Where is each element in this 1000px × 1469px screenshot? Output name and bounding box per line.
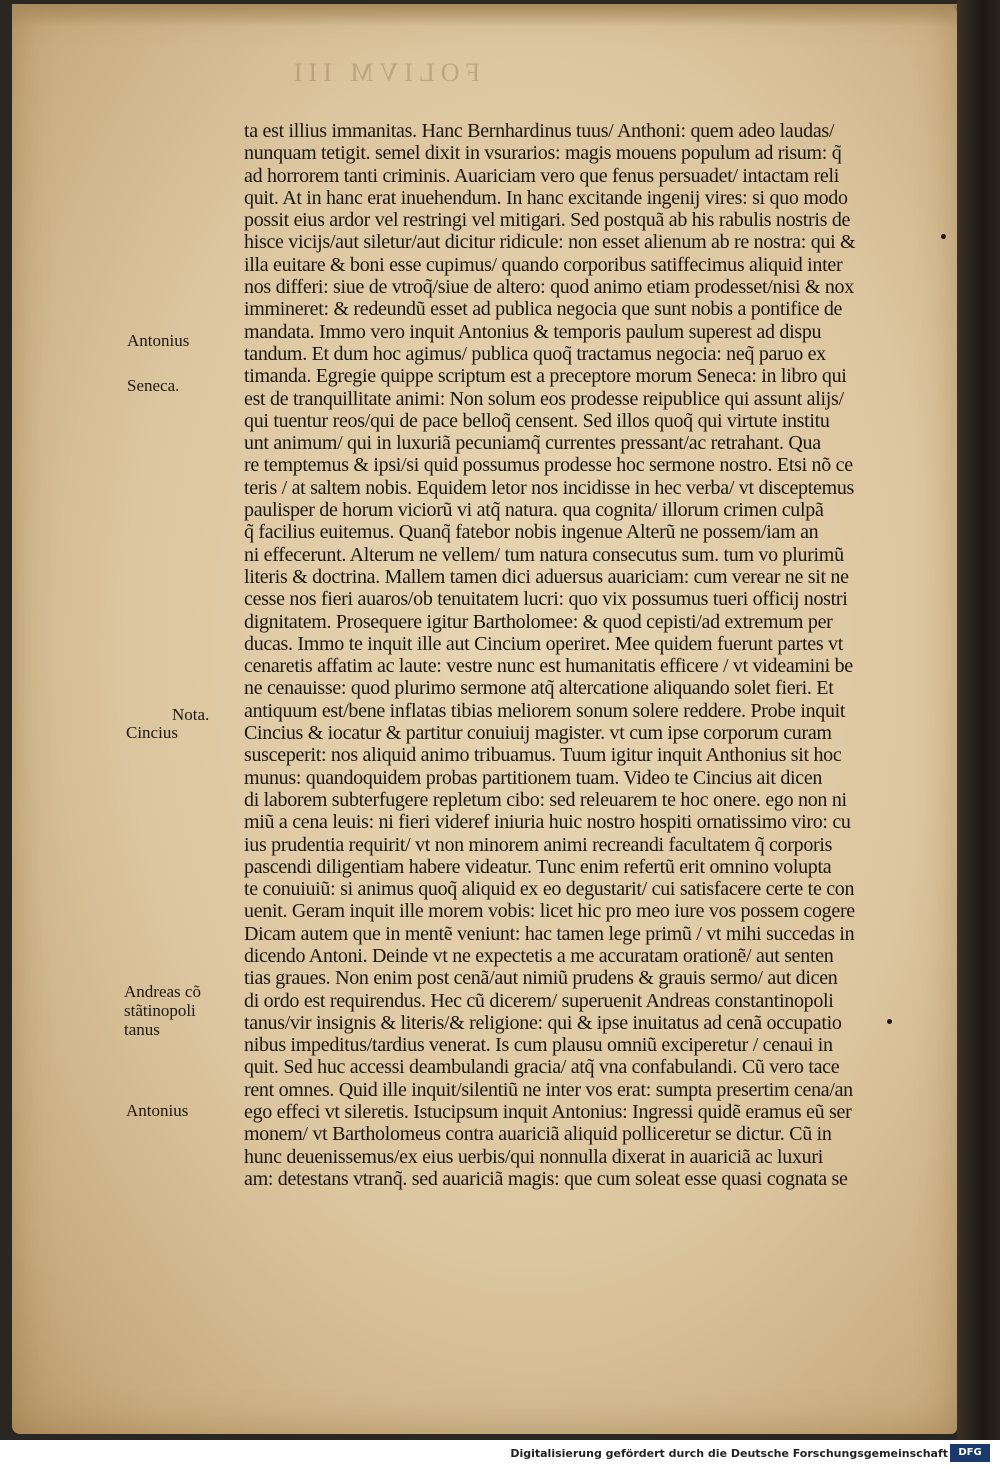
marginal-note-antonius: Antonius [127, 331, 190, 350]
text-line: rent omnes. Quid ille inquit/silentiũ ne inter vos erat: sumpta presertim cena/an [244, 1078, 853, 1101]
text-line: cenaretis affatim ac laute: vestre nunc est humanitatis efficere / vt videamini be [244, 655, 853, 678]
text-line: tias graues. Non enim post cenã/aut nimiũ prudens & grauis sermo/ aut dicen [244, 967, 838, 990]
text-line: illa euitare & boni esse cupimus/ quando corporibus satiffecimus aliquid inter [244, 253, 843, 276]
text-line: q̃ facilius euitemus. Quanq̃ fatebor nobis ingenue Alterũ ne possem/iam an [244, 521, 819, 544]
text-line: di ordo est requirendus. Hec cũ dicerem/ superuenit Andreas constantinopoli [244, 989, 834, 1012]
text-line: miũ a cena leuis: ni fieri videref iniuria huic nostro hospiti ornatissimo viro: cu [244, 811, 851, 834]
text-line: mandata. Immo vero inquit Antonius & temporis paulum superest ad dispu [244, 320, 822, 343]
binding-edge [957, 0, 1000, 1440]
text-line: teris / at saltem nobis. Equidem letor nos incidisse in hec verba/ vt disceptemus [244, 476, 855, 499]
dfg-logo-icon: DFG [950, 1444, 990, 1462]
text-line: di laborem subterfugere repletum cibo: sed releuarem te hoc onere. ego non ni [244, 788, 847, 811]
text-line: tandum. Et dum hoc agimus/ publica quoq̃ tractamus negocia: neq̃ paruo ex [244, 342, 826, 365]
text-line: am: detestans vtranq̃. sed auariciã magis: que cum soleat esse quasi cognata se [244, 1167, 848, 1190]
text-line: possit eius ardor vel restringi vel mitigari. Sed postquã ab his rabulis nostris de [244, 209, 851, 232]
text-line: qui tuentur reos/qui de pace belloq̃ censent. Sed illos quoq̃ qui virtute institu [244, 409, 830, 432]
text-line: ta est illius immanitas. Hanc Bernhardinus tuus/ Anthoni: quem adeo laudas/ [244, 120, 835, 142]
marginal-note-andreas: Andreas cõ [124, 982, 201, 1001]
text-line: quit. At in hanc erat inuehendum. In hanc excitande ingenij vires: si quo modo [244, 186, 848, 209]
footer-credit: Digitalisierung gefördert durch die Deutsche Forschungsgemeinschaft [510, 1447, 948, 1460]
text-line: Cincius & iocatur & partitur conuiuij magister. vt cum ipse corporum curam [244, 722, 832, 745]
text-line: nibus impeditus/tardius venerat. Is cum plausu omniũ exciperetur / cenaui in [244, 1034, 833, 1057]
text-line: pascendi diligentiam habere videatur. Tunc enim refertũ erit omnino volupta [244, 855, 832, 878]
text-line: munus: quandoquidem probas partitionem tuam. Video te Cincius ait dicen [244, 766, 823, 789]
marginal-note-seneca: Seneca. [127, 376, 180, 395]
leaf-top-edge [12, 4, 957, 26]
text-line: dignitatem. Prosequere igitur Bartholomee: & quod cepisti/ad extremum per [244, 610, 833, 633]
marginal-note-andreas-3: tanus [124, 1020, 160, 1039]
text-line: antiquum est/bene inflatas tibias meliorem sonum solere reddere. Probe inquit [244, 699, 846, 722]
text-line: dicendo Antoni. Deinde vt ne expectetis a me accuratam orationẽ/ aut senten [244, 944, 834, 967]
marginal-note-andreas-2: stãtinopoli [124, 1001, 196, 1020]
text-line: te conuiuiũ: si animus quoq̃ aliquid ex eo degustarit/ cui satisfacere certe te con [244, 878, 855, 901]
text-line: unt animum/ qui in luxuriã pecuniamq̃ currentes pressant/ac retrahant. Qua [244, 432, 821, 455]
text-line: cesse nos fieri auaros/ob tenuitatem lucri: quo vix possumus tueri officij nostri [244, 588, 848, 611]
text-line: ducas. Immo te inquit ille aut Cincium operiret. Mee quidem fuerunt partes vt [244, 632, 843, 655]
main-text-block [244, 120, 904, 1190]
marginal-note-antonius-2: Antonius [126, 1101, 189, 1120]
text-line: tanus/vir insignis & literis/& religione: qui & ipse inuitatus ad cenã occupatio [244, 1011, 842, 1034]
text-line: ad horrorem tanti criminis. Auariciam vero que fenus persuadet/ intactam reli [244, 164, 840, 187]
text-line: timanda. Egregie quippe scriptum est a preceptore morum Seneca: in libro qui [244, 365, 847, 388]
text-line: immineret: & redeundũ esset ad publica negocia que sunt nobis a pontifice de [244, 298, 843, 321]
text-line: est de tranquillitate animi: Non solum eos prodesse reipublice qui assunt alijs/ [244, 387, 844, 410]
bleed-through-header: FOLIVM III [287, 58, 480, 87]
text-line: uenit. Geram inquit ille morem vobis: licet hic pro meo iure vos possem cogere [244, 900, 855, 923]
text-line: literis & doctrina. Mallem tamen dici aduersus auariciam: cum verear ne sit ne [244, 565, 849, 588]
text-line: quit. Sed huc accessi deambulandi gracia/ atq̃ vna confabulandi. Cũ vero tace [244, 1056, 840, 1079]
marginal-note-cincius: Cincius [126, 723, 178, 742]
text-line: hisce vicijs/aut siletur/aut dicitur ridicule: non esset alienum ab re nostra: qui & [244, 231, 856, 254]
text-line: ni effecerunt. Alterum ne vellem/ tum natura consecutus sum. tum vo plurimũ [244, 543, 844, 566]
text-line: re temptemus & ipsi/si quid possumus prodesse hoc sermone nostro. Etsi nõ ce [244, 454, 853, 477]
text-line: hunc deuenissemus/ex eius uerbis/qui nonnulla dixerat in auariciã ac luxuri [244, 1145, 823, 1168]
text-line: ne cenauisse: quod plurimo sermone atq̃ altercatione aliquando solet fieri. Et [244, 677, 834, 700]
text-line: nos differi: siue de vtroq̃/siue de altero: quod animo etiam prodesset/nisi & nox [244, 276, 854, 299]
text-line: Dicam autem que in mentẽ veniunt: hac tamen lege primũ / vt mihi succedas in [244, 922, 855, 945]
text-line: susceperit: nos aliquid animo tribuamus. Tuum igitur inquit Anthonius sit hoc [244, 744, 842, 767]
text-line: monem/ vt Bartholomeus contra auariciã aliquid polliceretur se dictur. Cũ in [244, 1123, 832, 1146]
marginal-note-nota: Nota. [172, 705, 210, 724]
text-line: ego effeci vt sileretis. Istucipsum inquit Antonius: Ingressi quidẽ eramus eũ ser [244, 1101, 852, 1124]
text-line: paulisper de horum viciorũ vi atq̃ natura. qua cognita/ illorum crimen culpã [244, 499, 824, 522]
text-line: nunquam tetigit. semel dixit in vsurarios: magis mouens populum ad risum: q̃ [244, 142, 842, 165]
text-line: ius prudentia requirit/ vt non minorem animi recreandi facultatem q̃ corporis [244, 833, 833, 856]
ink-spot [887, 1019, 892, 1024]
ink-spot [941, 234, 946, 239]
